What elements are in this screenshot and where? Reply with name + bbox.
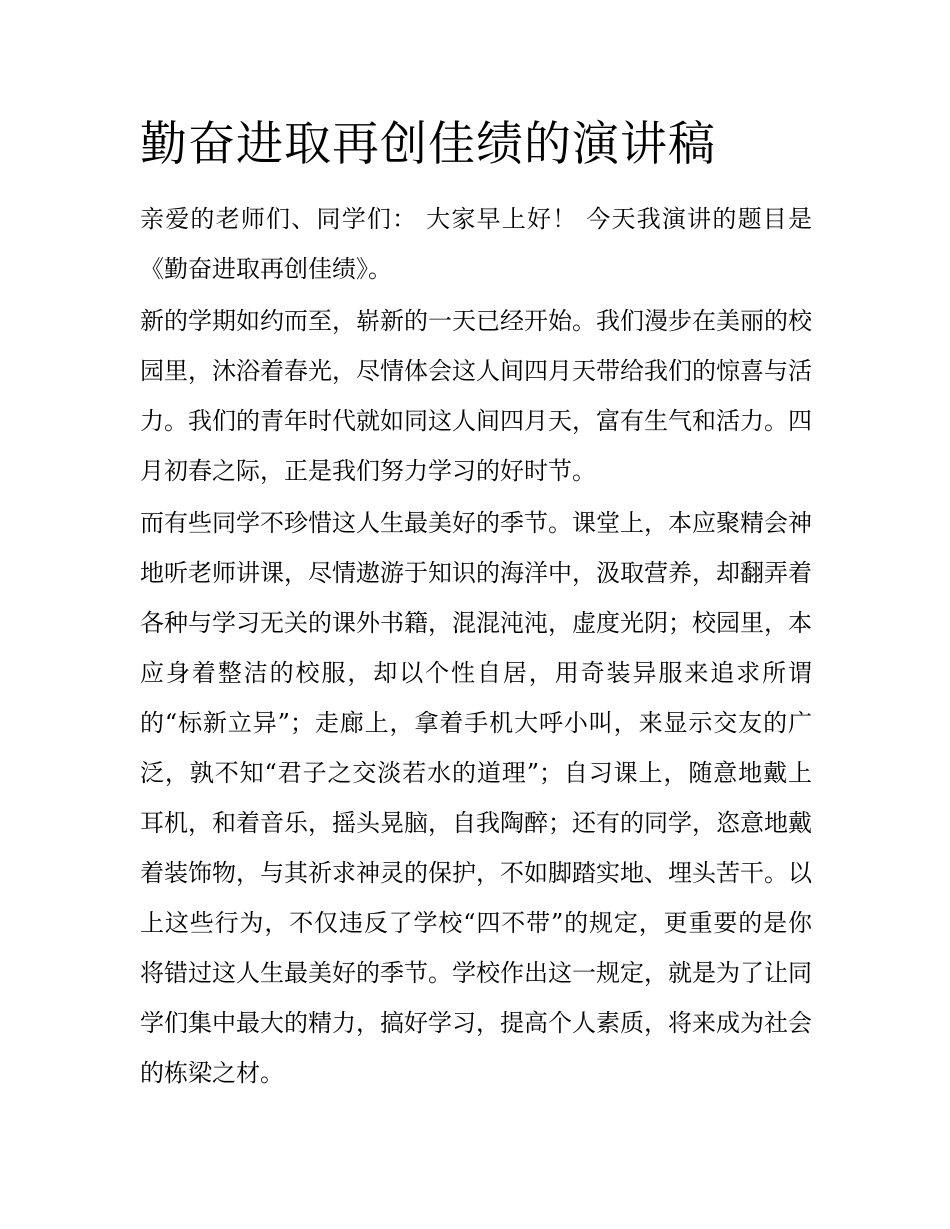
paragraph-greeting: 亲爱的老师们、同学们： 大家早上好！ 今天我演讲的题目是《勤奋进取再创佳绩》。 <box>140 205 812 283</box>
document-title: 勤奋进取再创佳绩的演讲稿 <box>140 117 716 172</box>
document-body <box>140 112 812 1100</box>
paragraph-student-behavior: 而有些同学不珍惜这人生最美好的季节。课堂上，本应聚精会神地听老师讲课，尽情遨游于知识的海洋中，汲取营养，却翻弄着各种与学习无关的课外书籍，混混沌沌，虚度光阴；校园里，本应身着整洁的校服，却以个性自居，用奇装异服来追求所谓的“标新立异”；走廊上，拿着手机大呼小叫，来显示交友的广泛，孰不知“君子之交淡若水的道理”；自习课上，随意地戴上耳机，和着音乐，摇头晃脑，自我陶醉；还有的同学，恣意地戴着装饰物，与其祈求神灵的保护，不如脚踏实地、埋头苦干。以上这些行为，不仅违反了学校“四不带”的规定，更重要的是你将错过这人生最美好的季节。学校作出这一规定，就是为了让同学们集中最大的精力，搞好学习，提高个人素质，将来成为社会的栋梁之材。 <box>140 509 812 1087</box>
paragraph-new-semester: 新的学期如约而至，崭新的一天已经开始。我们漫步在美丽的校园里，沐浴着春光，尽情体会这人间四月天带给我们的惊喜与活力。我们的青年时代就如同这人间四月天，富有生气和活力。四月初春之际，正是我们努力学习的好时节。 <box>140 307 812 485</box>
